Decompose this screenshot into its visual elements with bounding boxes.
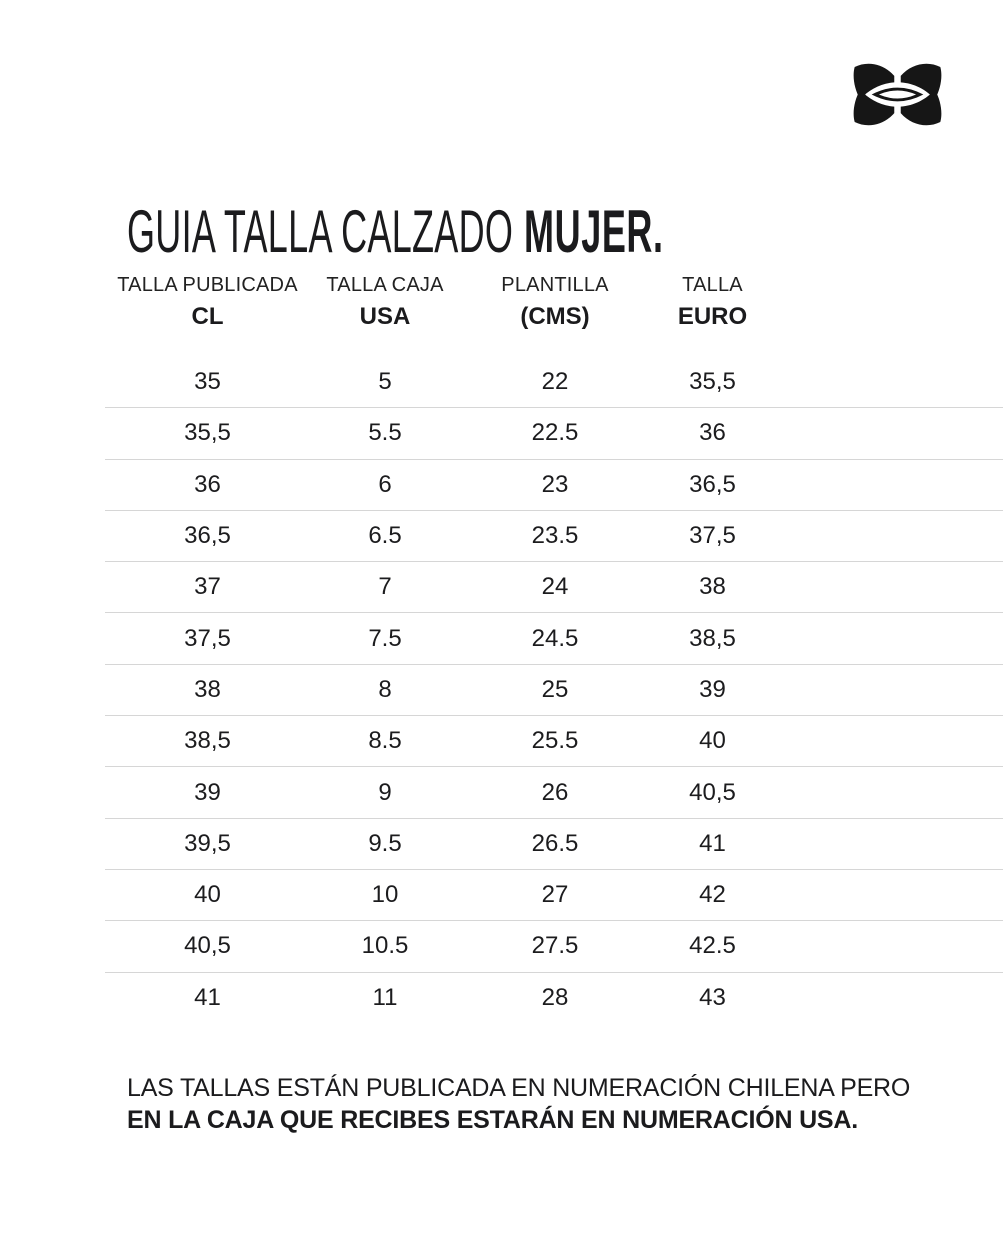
table-cell: 40 xyxy=(699,727,726,755)
table-cell: 24 xyxy=(541,573,569,601)
table-cell: 9.5 xyxy=(368,829,402,857)
table-cell: 27 xyxy=(541,881,569,909)
table-cell: 27.5 xyxy=(531,932,579,960)
title-bold: MUJER. xyxy=(524,198,664,266)
table-cell: 40 xyxy=(194,881,221,909)
table-cell: 5.5 xyxy=(368,419,402,447)
column-header-top: PLANTILLA xyxy=(501,274,609,296)
column-header-cms xyxy=(460,274,650,331)
table-cell: 7.5 xyxy=(368,624,402,652)
table-cell: 43 xyxy=(699,983,726,1011)
table-cell: 37,5 xyxy=(184,624,231,652)
table-row xyxy=(105,767,1003,818)
table-row xyxy=(105,870,1003,921)
table-row xyxy=(105,716,1003,767)
column-header-bottom: EURO xyxy=(677,303,748,330)
column-header-top: TALLA CAJA xyxy=(326,274,444,296)
table-cell: 26.5 xyxy=(531,829,579,857)
table-cell: 37,5 xyxy=(689,522,736,550)
column-header-cl xyxy=(105,274,310,331)
table-cell: 42.5 xyxy=(689,932,736,960)
table-cell: 25.5 xyxy=(531,727,579,755)
table-cell: 22.5 xyxy=(531,419,579,447)
column-header-usa xyxy=(310,274,460,331)
table-row xyxy=(105,819,1003,870)
table-cell: 42 xyxy=(699,881,726,909)
table-cell: 5 xyxy=(378,368,392,396)
table-row xyxy=(105,408,1003,459)
table-cell: 7 xyxy=(378,573,392,601)
table-cell: 8.5 xyxy=(368,727,402,755)
table-cell: 38,5 xyxy=(184,727,231,755)
table-cell: 39,5 xyxy=(184,829,231,857)
page-title xyxy=(127,198,664,266)
table-cell: 35,5 xyxy=(184,419,231,447)
under-armour-logo xyxy=(845,62,950,127)
table-row xyxy=(105,460,1003,511)
title-regular: GUIA TALLA CALZADO xyxy=(127,198,514,266)
table-cell: 39 xyxy=(699,675,726,703)
table-row xyxy=(105,665,1003,716)
table-cell: 38 xyxy=(699,573,726,601)
table-cell: 28 xyxy=(541,983,569,1011)
footer-note xyxy=(127,1072,910,1136)
column-header-euro xyxy=(650,274,775,331)
table-cell: 41 xyxy=(699,829,726,857)
table-cell: 26 xyxy=(541,778,569,806)
table-cell: 38,5 xyxy=(689,624,736,652)
column-header-bottom: USA xyxy=(359,303,411,330)
table-cell: 10 xyxy=(371,881,399,909)
table-cell: 36 xyxy=(699,419,726,447)
footer-line-2: EN LA CAJA QUE RECIBES ESTARÁN EN NUMERACIÓN USA. xyxy=(127,1106,858,1134)
table-cell: 10.5 xyxy=(361,932,409,960)
table-cell: 24.5 xyxy=(531,624,579,652)
table-cell: 36,5 xyxy=(184,522,231,550)
table-row xyxy=(105,562,1003,613)
table-row xyxy=(105,357,1003,408)
column-header-bottom: CL xyxy=(191,303,224,330)
table-cell: 35 xyxy=(194,368,221,396)
table-cell: 22 xyxy=(541,368,569,396)
size-table-header xyxy=(105,274,1003,331)
table-cell: 6.5 xyxy=(368,522,402,550)
table-cell: 35,5 xyxy=(689,368,736,396)
table-cell: 39 xyxy=(194,778,221,806)
footer-line-1: LAS TALLAS ESTÁN PUBLICADA EN NUMERACIÓN CHILENA PERO xyxy=(127,1074,911,1102)
table-row xyxy=(105,973,1003,1023)
table-cell: 41 xyxy=(194,983,221,1011)
table-row xyxy=(105,921,1003,972)
table-cell: 38 xyxy=(194,675,221,703)
table-cell: 23.5 xyxy=(531,522,579,550)
table-cell: 37 xyxy=(194,573,221,601)
table-cell: 11 xyxy=(372,983,398,1011)
column-header-top: TALLA PUBLICADA xyxy=(117,274,298,296)
column-header-top: TALLA xyxy=(682,274,743,296)
table-cell: 6 xyxy=(378,470,392,498)
table-cell: 36,5 xyxy=(689,470,736,498)
table-cell: 8 xyxy=(378,675,392,703)
column-header-bottom: (CMS) xyxy=(520,303,590,330)
table-cell: 40,5 xyxy=(689,778,736,806)
table-cell: 9 xyxy=(378,778,392,806)
table-cell: 25 xyxy=(541,675,569,703)
table-cell: 23 xyxy=(541,470,569,498)
table-row xyxy=(105,511,1003,562)
size-table-body xyxy=(105,357,1003,1023)
logo-center-lens xyxy=(872,88,924,102)
table-cell: 36 xyxy=(194,470,221,498)
table-cell: 40,5 xyxy=(184,932,231,960)
table-row xyxy=(105,613,1003,664)
